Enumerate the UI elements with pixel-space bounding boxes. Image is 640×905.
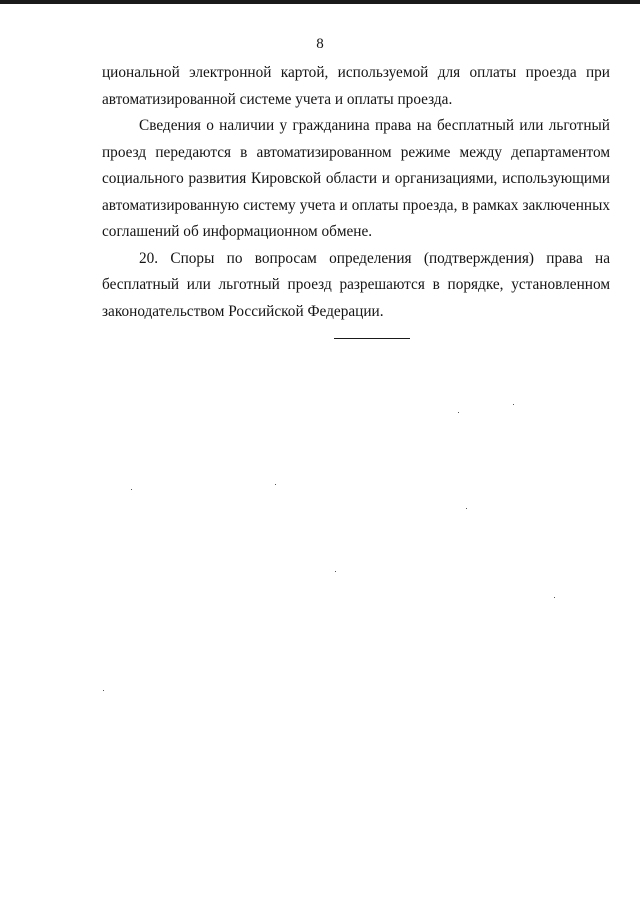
paragraph-clause-20: 20. Споры по вопросам определения (подтверждения) права на бесплатный или льготный проезд разрешаются в порядке, установленном законодательством Российской Федерации.	[102, 249, 610, 320]
document-body	[102, 60, 610, 325]
scan-speck	[335, 571, 336, 572]
scan-speck	[513, 404, 514, 405]
scan-speck	[554, 597, 555, 598]
scan-speck	[458, 412, 459, 413]
scan-speck	[275, 484, 276, 485]
paragraph-continuation: циональной электронной картой, используемой для оплаты проезда при автоматизированной системе учета и оплаты проезда.	[102, 64, 610, 108]
scan-speck	[131, 489, 132, 490]
end-of-document-rule	[334, 338, 410, 339]
scan-speck	[103, 690, 104, 691]
scan-speck	[466, 508, 467, 509]
page-number: 8	[316, 36, 324, 52]
scan-top-edge	[0, 0, 640, 4]
paragraph-data-exchange: Сведения о наличии у гражданина права на бесплатный или льготный проезд передаются в автоматизированном режиме между департаментом социального развития Кировской области и организациями, использующими автоматизированную систему учета и оплаты проезда, в рамках заключенных соглашений об информационном обмене.	[102, 117, 610, 240]
